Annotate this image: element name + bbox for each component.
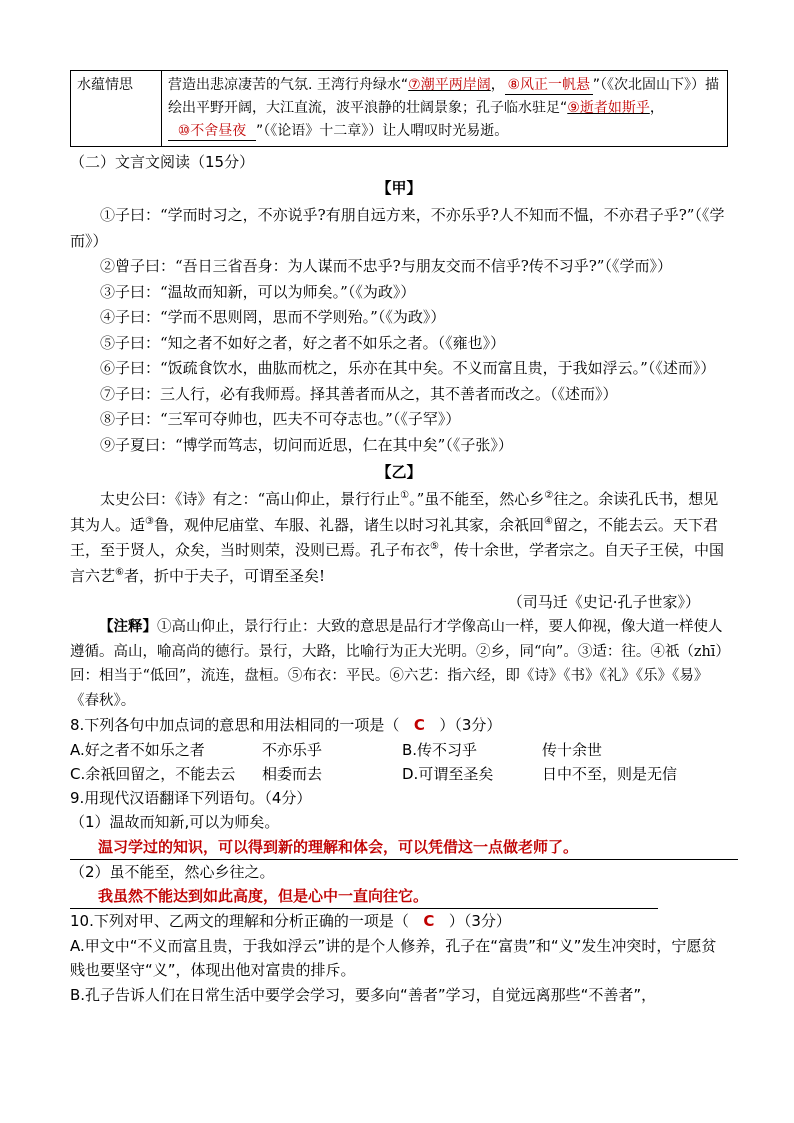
question-10 [70,909,728,934]
yi-text: 留之，不能去云。天下君王，至于贤人，众矣，当时则荣，没则已焉。孔子布衣 [70,515,718,559]
jia-item: ④子曰：“学而不思则罔，思而不学则殆。”（《为政》） [100,308,446,326]
question-score: ）（3分） [448,912,511,930]
option-c-compare: 相委而去 [262,764,323,783]
answer-9-1: 温习学过的知识，可以得到新的理解和体会，可以凭借这一点做老师了。 [70,835,738,860]
jia-passage [70,203,728,458]
option-a-compare: 不亦乐乎 [262,740,323,759]
option-b-compare: 传十余世 [542,740,603,759]
option-d: D.可谓至圣矣 [402,764,494,783]
option-a: A.甲文中“不义而富且贵，于我如浮云”讲的是个人修养，孔子在“富贵”和“义”发生冲突时，宁愿贫贱也要坚守“义”，体现出他对富贵的排斥。 [70,936,717,979]
jia-item: ①子曰：“学而时习之，不亦说乎?有朋自远方来，不亦乐乎?人不知而不愠，不亦君子乎?”（《学而》） [70,206,725,250]
footnote-mark: ① [400,490,410,501]
answer-mark: C [423,912,435,930]
footnote-mark: ② [544,490,554,501]
answer-mark: C [413,716,425,734]
option-c: C.余祇回留之，不能去云 [70,764,236,783]
table-text: ， [490,77,505,93]
question-8 [70,713,728,738]
table-text: 营造出悲凉凄苦的气氛. 王湾行舟绿水“ [168,77,409,93]
table-content [162,71,728,147]
question-stem: 10.下列对甲、乙两文的理解和分析正确的一项是（ [70,912,409,930]
table-label: 水蕴情思 [71,71,162,147]
yi-text: 。”虽不能至，然心乡 [409,490,545,508]
jia-item: ⑦子曰：三人行，必有我师焉。择其善者而从之，其不善者而改之。（《述而》） [100,384,618,403]
answer-blank-7: ⑦潮平两岸阔 [408,77,491,93]
yi-source: （司马迁《史记·孔子世家》） [507,593,700,611]
yi-text: 鲁，观仲尼庙堂、车服、礼器，诸生以时习礼其家，余祇回 [153,515,544,534]
option-b: B.孔子告诉人们在日常生活中要学会学习，要多向“善者”学习，自觉远离那些“不善者”， [70,985,657,1004]
page [70,70,728,1007]
section-title: （二）文言文阅读（15分） [70,153,255,171]
jia-item: ②曾子曰：“吾日三省吾身：为人谋而不忠乎?与朋友交而不信乎?传不习乎?”（《学而》） [100,257,672,275]
question-9-1: （1）温故而知新,可以为师矣。 [70,813,280,831]
yi-text: 太史公曰：《诗》有之：“高山仰止，景行行止 [100,490,401,508]
annotation-text: ①高山仰止，景行行止：大致的意思是品行才学像高山一样，要人仰视，像大道一样使人遵循。高山，喻高尚的德行。景行，大路，比喻行为正大光明。②乡，同“向”。③适：往。④祇（zhī）回：相当于“低回”，流连，盘桓。⑤布衣：平民。⑥六艺：指六经，即《诗》《书》《礼》《乐》《易》《春秋》。 [70,619,723,709]
option-d-compare: 日中不至，则是无信 [542,764,678,783]
jia-item: ⑥子曰：“饭疏食饮水，曲肱而枕之，乐亦在其中矣。不义而富且贵，于我如浮云。”（《述而》） [100,359,716,377]
option-row [70,762,728,786]
table-text: ”（《论语》十二章》）让人喟叹时光易逝。 [256,123,509,139]
jia-item: ⑤子曰：“知之者不如好之者，好之者不如乐之者。（《雍也》） [100,333,506,352]
option-a: A.好之者不如乐之者 [70,740,205,759]
annotation-label: 【注释】 [99,618,157,635]
footnote-mark: ⑤ [430,541,439,552]
jia-heading: 【甲】 [376,179,422,197]
table-text: ”（《次北固山下》）描绘出平野开阔，大江直流，波平浪静的壮阔景象；孔子临水驻足“ [168,77,719,116]
yi-passage [70,487,728,589]
question-9: 9.用现代汉语翻译下列语句。（4分） [70,788,312,807]
table-text: ， [649,100,664,116]
yi-text: 者，折中于夫子，可谓至圣矣! [123,566,326,585]
jia-item: ⑧子曰：“三军可夺帅也，匹夫不可夺志也。”（《子罕》） [100,410,461,428]
table-row [71,71,728,147]
answer-blank-10: ⑩不舍昼夜 [168,122,256,141]
yi-heading: 【乙】 [376,463,422,481]
footnote-mark: ④ [544,515,553,527]
annotation [70,615,728,713]
answer-blank-8: ⑧风正一帆悬 [505,76,593,95]
answer-9-2: 我虽然不能达到如此高度，但是心中一直向往它。 [70,884,658,909]
footnote-mark: ③ [145,515,154,527]
yi-text: 往之。余读孔氏书，想见其为人。适 [70,490,719,534]
question-stem: 8.下列各句中加点词的意思和用法相同的一项是（ [70,716,400,734]
jia-item: ③子曰：“温故而知新，可以为师矣。”（《为政》） [100,282,416,301]
yi-text: ，传十余世，学者宗之。自天子王侯，中国言六艺 [70,541,724,585]
option-b: B.传不习乎 [402,740,478,759]
jia-item: ⑨子夏曰：“博学而笃志，切问而近思，仁在其中矣”（《子张》） [100,435,513,454]
answer-blank-9: ⑨逝者如斯乎 [567,100,650,116]
question-score: ）（3分） [439,716,502,734]
option-row [70,738,728,762]
footnote-mark: ⑥ [115,566,124,578]
question-9-2: （2）虽不能至，然心乡往之。 [70,862,275,881]
info-table [70,70,728,147]
